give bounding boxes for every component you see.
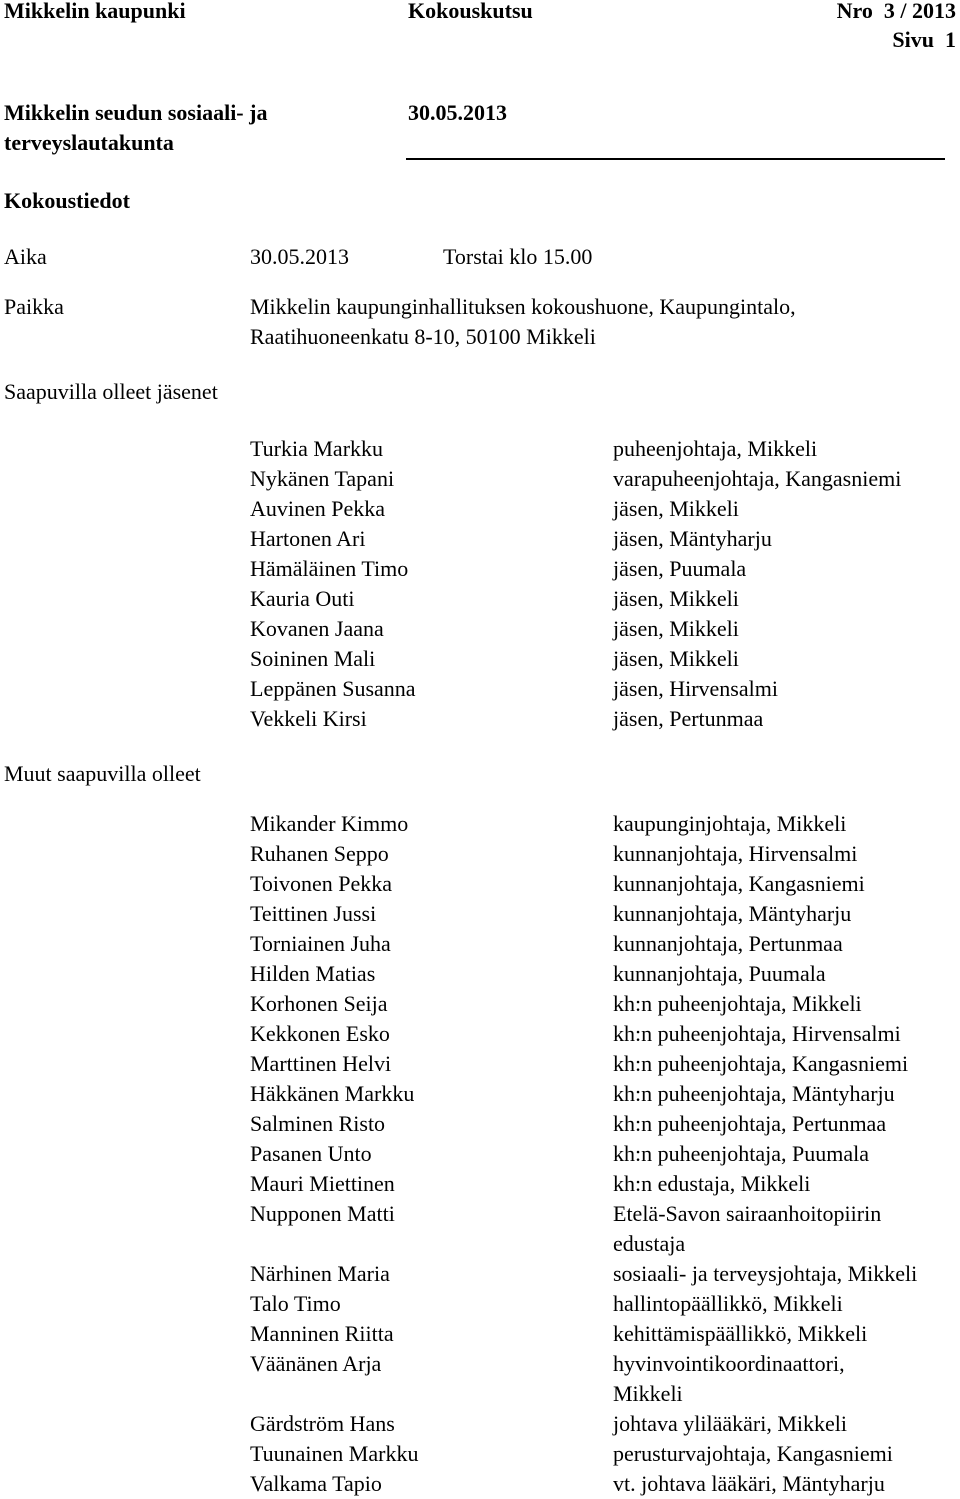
- members-roles: [613, 434, 958, 734]
- other-name: Gärdström Hans: [250, 1411, 395, 1436]
- other-role: hyvinvointikoordinaattori, Mikkeli: [613, 1351, 845, 1406]
- other-role: kunnanjohtaja, Puumala: [613, 961, 826, 986]
- member-name: Vekkeli Kirsi: [250, 706, 367, 731]
- other-role: kaupunginjohtaja, Mikkeli: [613, 811, 847, 836]
- member-name: Kauria Outi: [250, 586, 355, 611]
- other-name: Manninen Riitta: [250, 1321, 394, 1346]
- other-role: kh:n edustaja, Mikkeli: [613, 1171, 811, 1196]
- other-name: Hilden Matias: [250, 961, 376, 986]
- other-name: Mauri Miettinen: [250, 1171, 395, 1196]
- other-role: kh:n puheenjohtaja, Mikkeli: [613, 991, 862, 1016]
- meeting-date-header: 30.05.2013: [408, 100, 507, 125]
- document-type: Kokouskutsu: [408, 0, 533, 23]
- member-role: varapuheenjohtaja, Kangasniemi: [613, 466, 902, 491]
- member-name: Nykänen Tapani: [250, 466, 395, 491]
- member-name: Hartonen Ari: [250, 526, 366, 551]
- board-name-line1: Mikkelin seudun sosiaali- ja: [4, 100, 268, 125]
- other-role: kh:n puheenjohtaja, Mäntyharju: [613, 1081, 895, 1106]
- org-name: Mikkelin kaupunki: [4, 0, 186, 23]
- other-role: johtava ylilääkäri, Mikkeli: [613, 1411, 847, 1436]
- other-role: kh:n puheenjohtaja, Kangasniemi: [613, 1051, 909, 1076]
- others-roles: [613, 809, 958, 1499]
- other-role: kh:n puheenjohtaja, Puumala: [613, 1141, 869, 1166]
- document-number: Nro 3 / 2013: [836, 0, 956, 23]
- time-label: Aika: [4, 244, 47, 269]
- member-name: Kovanen Jaana: [250, 616, 384, 641]
- other-name: Nupponen Matti: [250, 1201, 395, 1226]
- other-name: Väänänen Arja: [250, 1351, 382, 1376]
- members-names: [250, 434, 600, 734]
- other-role: kh:n puheenjohtaja, Pertunmaa: [613, 1111, 887, 1136]
- other-name: Pasanen Unto: [250, 1141, 372, 1166]
- other-role: sosiaali- ja terveysjohtaja, Mikkeli: [613, 1261, 918, 1286]
- member-role: jäsen, Mikkeli: [613, 586, 739, 611]
- place-label: Paikka: [4, 294, 64, 319]
- other-name: Teittinen Jussi: [250, 901, 377, 926]
- others-label: Muut saapuvilla olleet: [4, 761, 201, 786]
- other-role: kunnanjohtaja, Mäntyharju: [613, 901, 852, 926]
- place-line1: Mikkelin kaupunginhallituksen kokoushuone, Kaupungintalo,: [250, 294, 796, 319]
- member-role: puheenjohtaja, Mikkeli: [613, 436, 818, 461]
- others-names: [250, 809, 600, 1499]
- other-role: Etelä-Savon sairaanhoitopiirin edustaja: [613, 1201, 882, 1256]
- page-number: Sivu 1: [892, 27, 956, 52]
- member-role: jäsen, Hirvensalmi: [613, 676, 778, 701]
- member-name: Auvinen Pekka: [250, 496, 386, 521]
- member-role: jäsen, Puumala: [613, 556, 747, 581]
- board-name-line2: terveyslautakunta: [4, 130, 174, 155]
- member-role: jäsen, Pertunmaa: [613, 706, 764, 731]
- other-name: Häkkänen Markku: [250, 1081, 415, 1106]
- member-name: Hämäläinen Timo: [250, 556, 409, 581]
- other-name: Toivonen Pekka: [250, 871, 393, 896]
- member-role: jäsen, Mäntyharju: [613, 526, 772, 551]
- other-role: vt. johtava lääkäri, Mäntyharju: [613, 1471, 885, 1496]
- member-name: Leppänen Susanna: [250, 676, 416, 701]
- member-name: Soininen Mali: [250, 646, 376, 671]
- other-name: Kekkonen Esko: [250, 1021, 390, 1046]
- other-role: perusturvajohtaja, Kangasniemi: [613, 1441, 893, 1466]
- other-name: Tuunainen Markku: [250, 1441, 419, 1466]
- section-title: Kokoustiedot: [4, 188, 130, 213]
- member-role: jäsen, Mikkeli: [613, 496, 739, 521]
- other-name: Ruhanen Seppo: [250, 841, 389, 866]
- other-role: kunnanjohtaja, Hirvensalmi: [613, 841, 858, 866]
- member-role: jäsen, Mikkeli: [613, 646, 739, 671]
- other-role: hallintopäällikkö, Mikkeli: [613, 1291, 843, 1316]
- other-role: kh:n puheenjohtaja, Hirvensalmi: [613, 1021, 901, 1046]
- member-role: jäsen, Mikkeli: [613, 616, 739, 641]
- other-role: kunnanjohtaja, Pertunmaa: [613, 931, 843, 956]
- time-value: Torstai klo 15.00: [443, 244, 593, 269]
- place-line2: Raatihuoneenkatu 8-10, 50100 Mikkeli: [250, 324, 596, 349]
- time-date: 30.05.2013: [250, 244, 349, 269]
- header-divider: [406, 158, 945, 160]
- other-name: Torniainen Juha: [250, 931, 391, 956]
- other-name: Mikander Kimmo: [250, 811, 409, 836]
- other-name: Salminen Risto: [250, 1111, 386, 1136]
- other-name: Valkama Tapio: [250, 1471, 382, 1496]
- other-role: kehittämispäällikkö, Mikkeli: [613, 1321, 868, 1346]
- other-name: Talo Timo: [250, 1291, 341, 1316]
- other-name: Korhonen Seija: [250, 991, 388, 1016]
- member-name: Turkia Markku: [250, 436, 384, 461]
- other-name: Marttinen Helvi: [250, 1051, 392, 1076]
- other-name: Närhinen Maria: [250, 1261, 390, 1286]
- other-role: kunnanjohtaja, Kangasniemi: [613, 871, 865, 896]
- members-label: Saapuvilla olleet jäsenet: [4, 379, 218, 404]
